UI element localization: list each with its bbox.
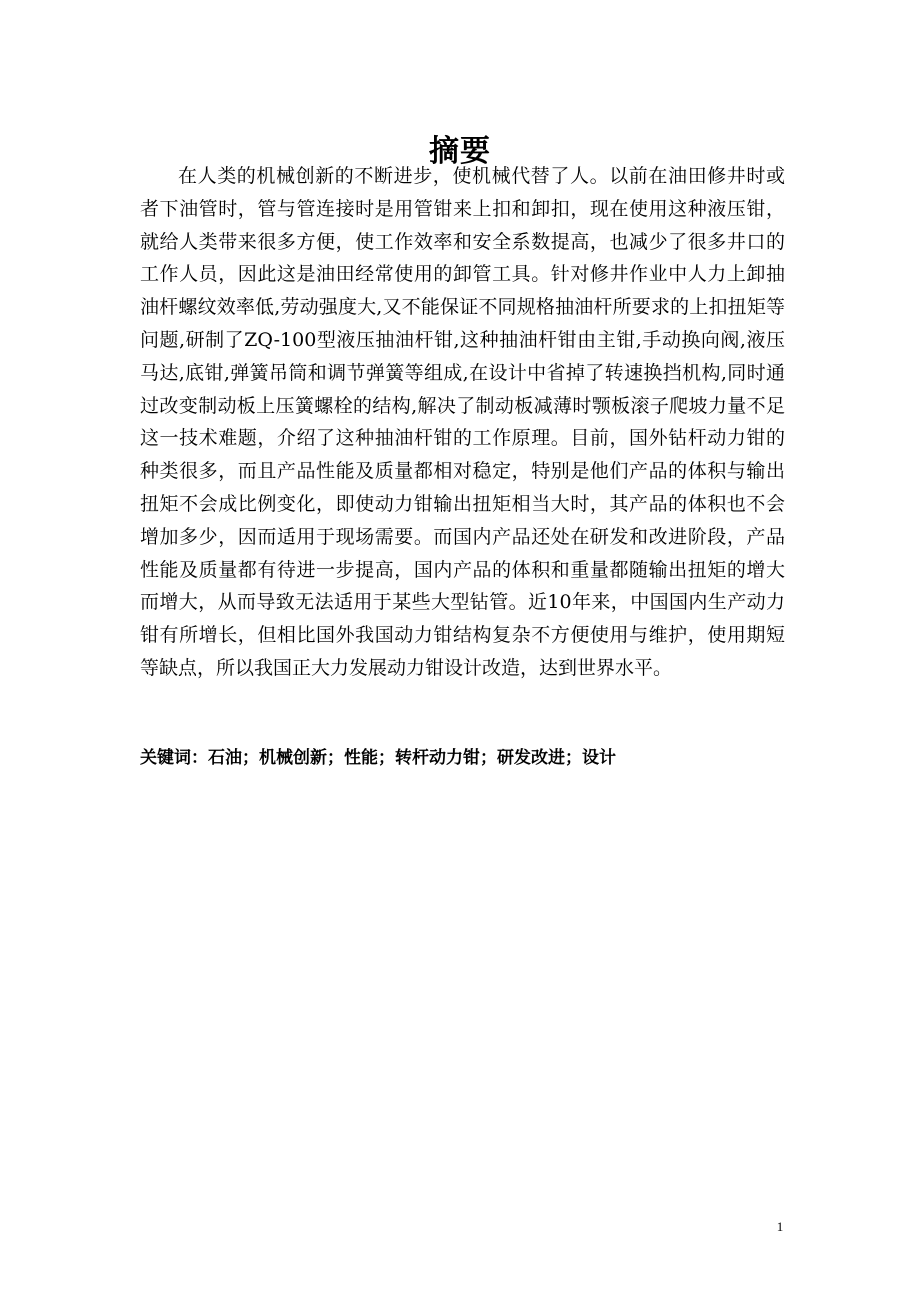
keywords-line: 关键词：石油；机械创新；性能；转杆动力钳；研发改进；设计 xyxy=(140,748,616,768)
page-title: 摘要 xyxy=(429,134,491,170)
page-number: 1 xyxy=(776,1219,784,1234)
abstract-paragraph: 在人类的机械创新的不断进步，使机械代替了人。以前在油田修井时或者下油管时，管与管连接时是用管钳来上扣和卸扣，现在使用这种液压钳，就给人类带来很多方便，使工作效率和安全系数提高，也减少了很多井口的工作人员，因此这是油田经常使用的卸管工具。针对修井作业中人力上卸抽油杆螺纹效率低,劳动强度大,又不能保证不同规格抽油杆所要求的上扣扭矩等问题,研制了ZQ-100型液压抽油杆钳,这种抽油杆钳由主钳,手动换向阀,液压马达,底钳,弹簧吊筒和调节弹簧等组成,在设计中省掉了转速换挡机构,同时通过改变制动板上压簧螺栓的结构,解决了制动板减薄时颚板滚子爬坡力量不足这一技术难题，介绍了这种抽油杆钳的工作原理。目前，国外钻杆动力钳的种类很多，而且产品性能及质量都相对稳定，特别是他们产品的体积与输出扭矩不会成比例变化，即使动力钳输出扭矩相当大时，其产品的体积也不会增加多少，因而适用于现场需要。而国内产品还处在研发和改进阶段，产品性能及质量都有待进一步提高，国内产品的体积和重量都随输出扭矩的增大而增大，从而导致无法适用于某些大型钻管。近10年来，中国国内生产动力钳有所增长，但相比国外我国动力钳结构复杂不方便使用与维护，使用期短等缺点，所以我国正大力发展动力钳设计改造，达到世界水平。 xyxy=(140,165,785,679)
